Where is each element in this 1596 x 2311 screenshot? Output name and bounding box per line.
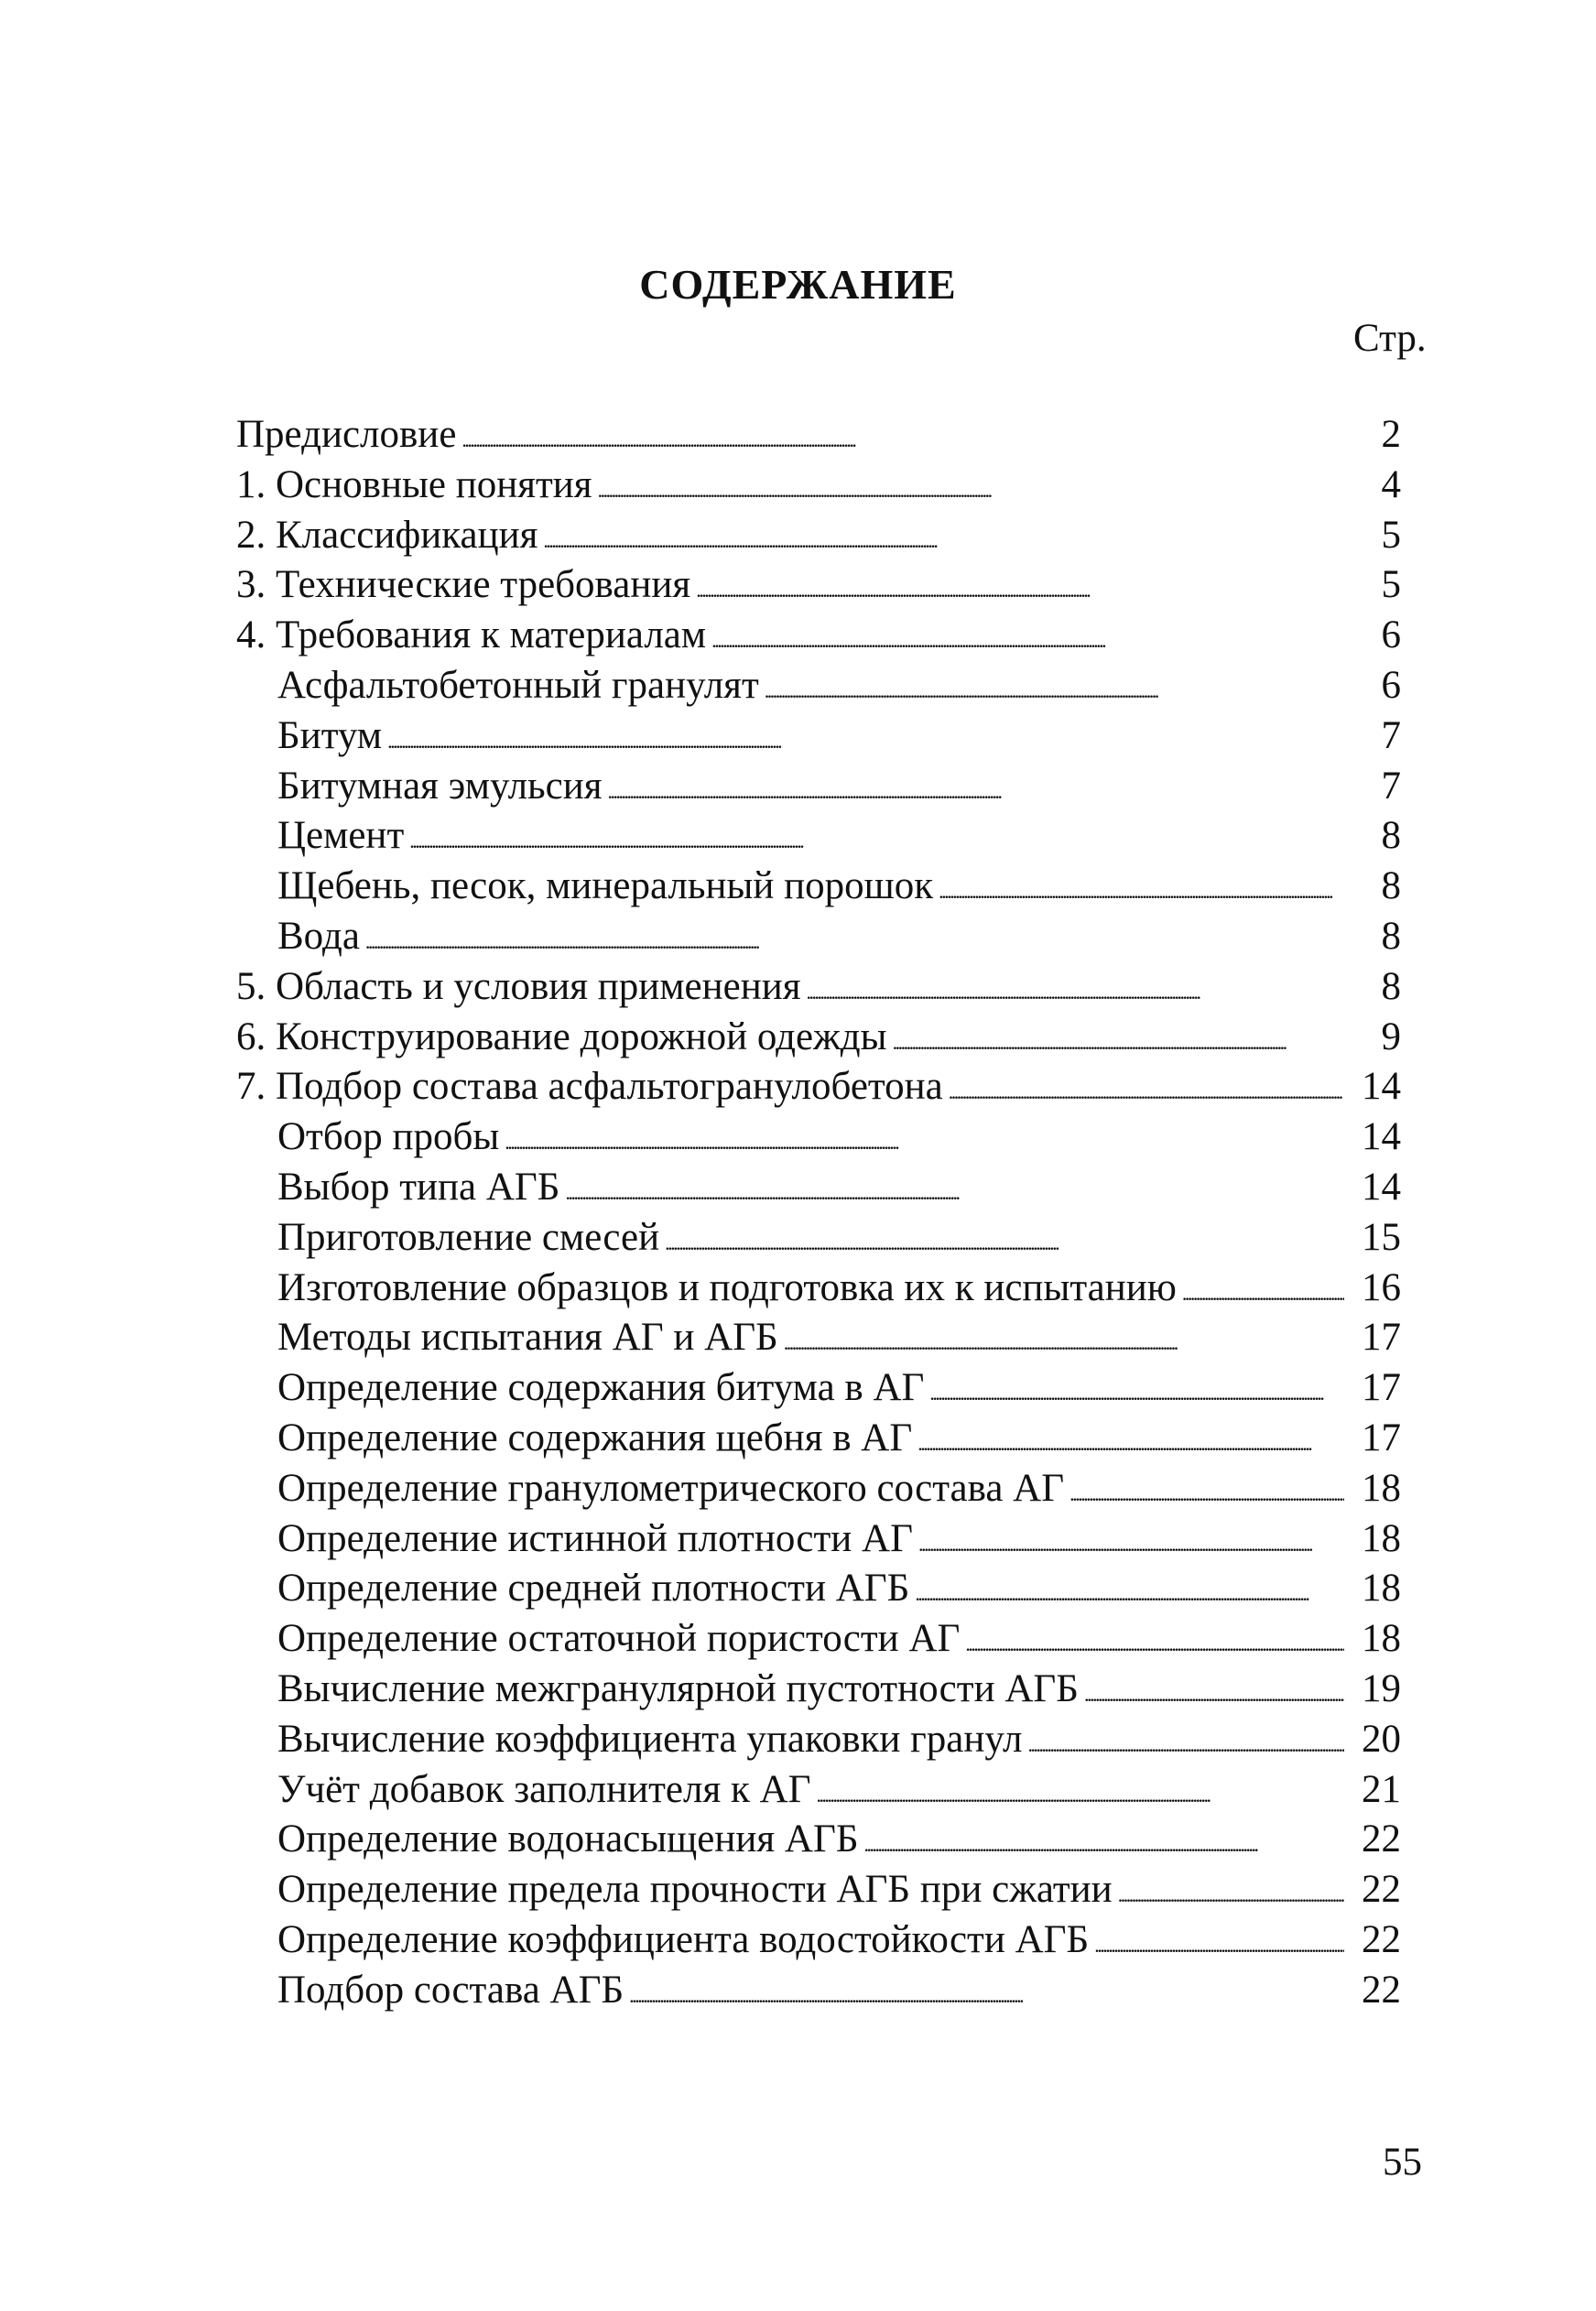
toc-entry-page: 8 xyxy=(1381,814,1401,858)
toc-entry-label: Определение содержания битума в АГ xyxy=(277,1366,925,1410)
toc-dot-leader xyxy=(915,1569,1344,1609)
toc-dot-leader xyxy=(365,917,1344,957)
toc-entry-label: Вода xyxy=(277,914,360,958)
toc-entry-page: 18 xyxy=(1362,1567,1401,1611)
toc-entry[interactable] xyxy=(236,1112,1401,1163)
toc-entry-label: Отбор пробы xyxy=(277,1115,500,1159)
toc-entry[interactable] xyxy=(236,1915,1401,1966)
toc-entry-label: Битумная эмульсия xyxy=(277,764,603,808)
toc-entry-label: 5. Область и условия применения xyxy=(236,964,801,1008)
toc-dot-leader xyxy=(1182,1269,1344,1308)
toc-entry-label: Определение гранулометрического состава АГ xyxy=(277,1466,1065,1510)
toc-entry-page: 7 xyxy=(1381,713,1401,757)
toc-dot-leader xyxy=(409,817,1344,856)
toc-entry[interactable] xyxy=(236,410,1401,461)
toc-entry[interactable] xyxy=(236,862,1401,912)
toc-dot-leader xyxy=(807,968,1344,1007)
toc-entry-label: Определение остаточной пористости АГ xyxy=(277,1617,961,1661)
page-number: 55 xyxy=(1383,2141,1422,2184)
toc-dot-leader xyxy=(939,867,1344,906)
toc-dot-leader xyxy=(765,667,1344,706)
toc-entry-page: 21 xyxy=(1362,1767,1401,1811)
toc-entry-label: 3. Технические требования xyxy=(236,563,691,607)
toc-entry[interactable] xyxy=(236,1564,1401,1614)
toc-entry-label: 6. Конструирование дорожной одежды xyxy=(236,1014,887,1058)
toc-entry-label: Асфальтобетонный гранулят xyxy=(277,663,759,707)
toc-entry[interactable] xyxy=(236,1213,1401,1264)
toc-entry-page: 22 xyxy=(1362,1868,1401,1912)
toc-entry-label: Битум xyxy=(277,713,383,757)
toc-entry[interactable] xyxy=(236,1163,1401,1213)
toc-dot-leader xyxy=(949,1068,1344,1107)
toc-entry-page: 7 xyxy=(1381,764,1401,808)
toc-dot-leader xyxy=(505,1118,1344,1157)
toc-dot-leader xyxy=(696,566,1344,605)
toc-entry-page: 8 xyxy=(1381,914,1401,958)
toc-entry[interactable] xyxy=(236,1062,1401,1112)
toc-dot-leader xyxy=(965,1620,1344,1659)
toc-entry-page: 20 xyxy=(1362,1717,1401,1761)
toc-entry[interactable] xyxy=(236,762,1401,812)
toc-entry-page: 18 xyxy=(1362,1466,1401,1510)
toc-entry[interactable] xyxy=(236,611,1401,661)
toc-entry[interactable] xyxy=(236,1313,1401,1363)
toc-entry-label: Выбор типа АГБ xyxy=(277,1165,560,1209)
toc-dot-leader xyxy=(817,1771,1344,1810)
page-column-label: Стр. xyxy=(1353,317,1427,360)
toc-entry-label: Методы испытания АГ и АГБ xyxy=(277,1316,778,1360)
toc-entry-page: 22 xyxy=(1362,1817,1401,1861)
toc-entry[interactable] xyxy=(236,811,1401,862)
toc-entry-label: 4. Требования к материалам xyxy=(236,613,707,657)
toc-entry-label: Определение истинной плотности АГ xyxy=(277,1516,913,1560)
toc-entry-label: Предисловие xyxy=(236,413,457,456)
toc-dot-leader xyxy=(864,1820,1344,1860)
toc-dot-leader xyxy=(598,466,1344,505)
toc-dot-leader xyxy=(918,1520,1344,1559)
toc-entry-label: Подбор состава АГБ xyxy=(277,1968,624,2012)
toc-dot-leader xyxy=(629,1971,1344,2011)
toc-entry-page: 14 xyxy=(1362,1065,1401,1109)
toc-entry-page: 6 xyxy=(1381,613,1401,657)
toc-entry-page: 14 xyxy=(1362,1115,1401,1159)
toc-entry-page: 16 xyxy=(1362,1265,1401,1309)
toc-entry-label: Приготовление смесей xyxy=(277,1215,660,1259)
toc-dot-leader xyxy=(893,1018,1344,1058)
toc-entry-label: Определение содержания щебня в АГ xyxy=(277,1416,913,1459)
toc-dot-leader xyxy=(1094,1921,1344,1960)
toc-entry-page: 5 xyxy=(1381,513,1401,557)
toc-entry[interactable] xyxy=(236,1966,1401,2016)
toc-entry-label: Изготовление образцов и подготовка их к испытанию xyxy=(277,1265,1177,1309)
toc-dot-leader xyxy=(929,1369,1344,1408)
toc-entry-label: Определение коэффициента водостойкости АГБ xyxy=(277,1917,1090,1961)
toc-dot-leader xyxy=(1069,1470,1344,1509)
toc-entry-page: 2 xyxy=(1381,413,1401,456)
toc-entry[interactable] xyxy=(236,1514,1401,1565)
toc-entry[interactable] xyxy=(236,511,1401,561)
toc-entry-page: 8 xyxy=(1381,964,1401,1008)
toc-entry[interactable] xyxy=(236,962,1401,1013)
toc-entry[interactable] xyxy=(236,661,1401,711)
toc-entry[interactable] xyxy=(236,1013,1401,1063)
toc-entry-page: 17 xyxy=(1362,1416,1401,1459)
toc-entry[interactable] xyxy=(236,1264,1401,1314)
toc-dot-leader xyxy=(565,1168,1344,1208)
toc-dot-leader xyxy=(665,1219,1344,1258)
toc-entry-page: 19 xyxy=(1362,1666,1401,1710)
toc-dot-leader xyxy=(1084,1670,1344,1709)
toc-entry[interactable] xyxy=(236,1665,1401,1715)
toc-entry-label: Щебень, песок, минеральный порошок xyxy=(277,864,934,908)
table-of-contents xyxy=(236,410,1401,2016)
toc-dot-leader xyxy=(1027,1720,1344,1760)
toc-entry-label: Определение предела прочности АГБ при сжатии xyxy=(277,1868,1113,1912)
toc-dot-leader xyxy=(608,767,1344,807)
toc-entry[interactable] xyxy=(236,1715,1401,1765)
toc-entry-page: 6 xyxy=(1381,663,1401,707)
toc-dot-leader xyxy=(387,717,1344,756)
toc-entry-label: Определение средней плотности АГБ xyxy=(277,1567,910,1611)
toc-entry-page: 15 xyxy=(1362,1215,1401,1259)
toc-entry-page: 14 xyxy=(1362,1165,1401,1209)
toc-entry-page: 8 xyxy=(1381,864,1401,908)
toc-entry-label: Вычисление межгранулярной пустотности АГБ xyxy=(277,1666,1079,1710)
toc-entry-page: 18 xyxy=(1362,1516,1401,1560)
page-title: СОДЕРЖАНИЕ xyxy=(639,261,957,308)
toc-entry-label: Определение водонасыщения АГБ xyxy=(277,1817,859,1861)
toc-entry-label: 2. Классификация xyxy=(236,513,538,557)
toc-entry-page: 17 xyxy=(1362,1316,1401,1360)
toc-entry-page: 17 xyxy=(1362,1366,1401,1410)
toc-entry[interactable] xyxy=(236,711,1401,762)
toc-entry-page: 9 xyxy=(1381,1014,1401,1058)
toc-entry-label: 7. Подбор состава асфальтогранулобетона xyxy=(236,1065,943,1109)
toc-entry-label: Учёт добавок заполнителя к АГ xyxy=(277,1767,811,1811)
toc-entry[interactable] xyxy=(236,1815,1401,1865)
toc-entry[interactable] xyxy=(236,912,1401,962)
toc-entry-page: 18 xyxy=(1362,1617,1401,1661)
toc-dot-leader xyxy=(461,416,1344,455)
toc-entry-label: Вычисление коэффициента упаковки гранул xyxy=(277,1717,1023,1761)
toc-dot-leader xyxy=(543,516,1344,556)
toc-entry[interactable] xyxy=(236,1363,1401,1414)
toc-entry-page: 4 xyxy=(1381,462,1401,506)
toc-entry[interactable] xyxy=(236,1765,1401,1816)
toc-entry[interactable] xyxy=(236,560,1401,611)
toc-dot-leader xyxy=(711,616,1344,656)
toc-entry[interactable] xyxy=(236,1614,1401,1665)
toc-entry-label: 1. Основные понятия xyxy=(236,462,592,506)
toc-entry-page: 22 xyxy=(1362,1917,1401,1961)
toc-entry[interactable] xyxy=(236,461,1401,511)
toc-dot-leader xyxy=(784,1318,1344,1358)
toc-entry-page: 22 xyxy=(1362,1968,1401,2012)
toc-dot-leader xyxy=(1118,1871,1344,1910)
toc-dot-leader xyxy=(917,1419,1344,1459)
toc-entry-label: Цемент xyxy=(277,814,405,858)
toc-entry[interactable] xyxy=(236,1865,1401,1915)
toc-entry[interactable] xyxy=(236,1414,1401,1464)
toc-entry-page: 5 xyxy=(1381,563,1401,607)
toc-entry[interactable] xyxy=(236,1464,1401,1514)
